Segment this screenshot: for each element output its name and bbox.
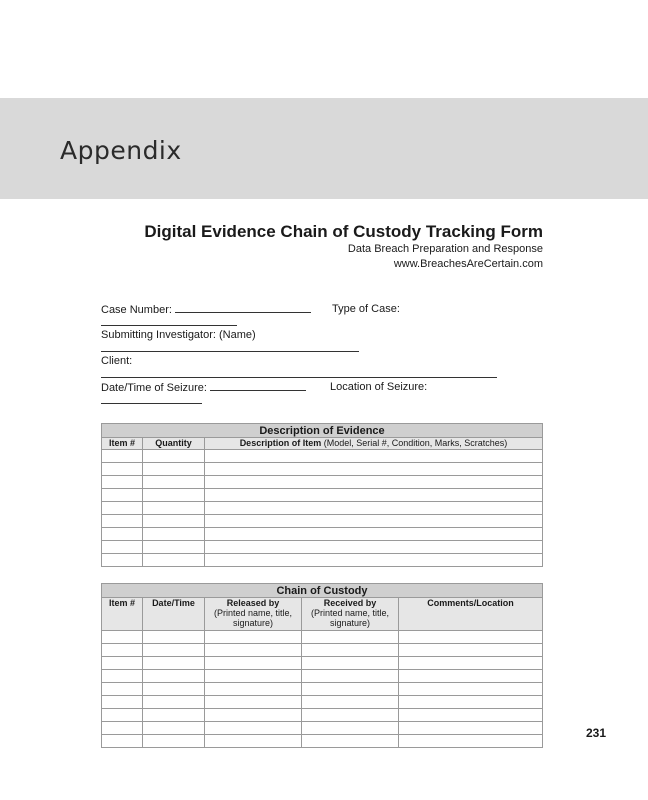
client-line[interactable] — [101, 377, 497, 378]
table-cell[interactable] — [143, 489, 205, 502]
table-row — [102, 709, 543, 722]
table-cell[interactable] — [399, 644, 543, 657]
table-cell[interactable] — [143, 515, 205, 528]
table-cell[interactable] — [205, 554, 543, 567]
table-cell[interactable] — [102, 683, 143, 696]
evidence-header-description-note: (Model, Serial #, Condition, Marks, Scratches) — [323, 438, 508, 448]
table-cell[interactable] — [143, 528, 205, 541]
table-cell[interactable] — [205, 644, 302, 657]
custody-header-released — [205, 598, 302, 631]
table-row — [102, 670, 543, 683]
table-row — [102, 502, 543, 515]
table-cell[interactable] — [205, 541, 543, 554]
table-cell[interactable] — [399, 683, 543, 696]
table-cell[interactable] — [143, 722, 205, 735]
table-cell[interactable] — [143, 450, 205, 463]
table-cell[interactable] — [102, 670, 143, 683]
table-cell[interactable] — [143, 463, 205, 476]
evidence-caption: Description of Evidence — [102, 424, 543, 438]
table-cell[interactable] — [302, 657, 399, 670]
table-cell[interactable] — [302, 644, 399, 657]
table-cell[interactable] — [205, 735, 302, 748]
table-row — [102, 735, 543, 748]
table-cell[interactable] — [399, 735, 543, 748]
table-cell[interactable] — [143, 476, 205, 489]
evidence-header-description — [205, 438, 543, 450]
table-cell[interactable] — [399, 722, 543, 735]
submitting-investigator-line[interactable] — [101, 351, 359, 352]
table-row — [102, 541, 543, 554]
table-row — [102, 722, 543, 735]
custody-table — [101, 583, 543, 748]
table-cell[interactable] — [143, 670, 205, 683]
custody-caption: Chain of Custody — [102, 584, 543, 598]
table-cell[interactable] — [205, 631, 302, 644]
page-number: 231 — [586, 726, 607, 740]
table-cell[interactable] — [102, 450, 143, 463]
type-of-case-label: Type of Case: — [332, 303, 400, 315]
table-row — [102, 696, 543, 709]
table-cell[interactable] — [143, 554, 205, 567]
date-time-field — [101, 381, 306, 394]
table-cell[interactable] — [302, 722, 399, 735]
table-cell[interactable] — [143, 735, 205, 748]
table-cell[interactable] — [102, 657, 143, 670]
appendix-banner — [0, 98, 648, 199]
table-cell[interactable] — [102, 631, 143, 644]
form-url: www.BreachesAreCertain.com — [393, 258, 543, 270]
custody-header-received — [302, 598, 399, 631]
table-row — [102, 515, 543, 528]
table-row — [102, 476, 543, 489]
table-cell[interactable] — [302, 696, 399, 709]
table-cell[interactable] — [205, 528, 543, 541]
table-cell[interactable] — [102, 528, 143, 541]
table-cell[interactable] — [205, 489, 543, 502]
table-cell[interactable] — [102, 515, 143, 528]
custody-header-comments: Comments/Location — [399, 598, 543, 631]
client-label: Client: — [101, 355, 133, 367]
table-cell[interactable] — [399, 709, 543, 722]
table-cell[interactable] — [205, 515, 543, 528]
table-row — [102, 683, 543, 696]
form-subtitle: Data Breach Preparation and Response — [347, 243, 543, 255]
table-cell[interactable] — [302, 631, 399, 644]
table-cell[interactable] — [302, 670, 399, 683]
custody-header-datetime: Date/Time — [143, 598, 205, 631]
table-cell[interactable] — [143, 644, 205, 657]
evidence-header-item: Item # — [102, 438, 143, 450]
table-cell[interactable] — [205, 696, 302, 709]
table-cell[interactable] — [102, 709, 143, 722]
table-cell[interactable] — [399, 670, 543, 683]
table-row — [102, 644, 543, 657]
table-cell[interactable] — [102, 554, 143, 567]
appendix-title: Appendix — [60, 136, 182, 165]
table-cell[interactable] — [102, 541, 143, 554]
table-cell[interactable] — [302, 735, 399, 748]
table-cell[interactable] — [102, 476, 143, 489]
table-row — [102, 450, 543, 463]
table-cell[interactable] — [102, 489, 143, 502]
custody-header-released-title: Released by — [226, 598, 280, 608]
table-cell[interactable] — [205, 683, 302, 696]
location-field — [330, 381, 427, 393]
table-cell[interactable] — [143, 541, 205, 554]
custody-header-received-title: Received by — [323, 598, 377, 608]
table-cell[interactable] — [205, 722, 302, 735]
location-line[interactable] — [101, 403, 202, 404]
table-cell[interactable] — [143, 683, 205, 696]
evidence-header-quantity: Quantity — [143, 438, 205, 450]
table-cell[interactable] — [302, 709, 399, 722]
location-label: Location of Seizure: — [330, 381, 428, 393]
table-cell[interactable] — [205, 450, 543, 463]
table-cell[interactable] — [143, 696, 205, 709]
form-title: Digital Evidence Chain of Custody Tracking Form — [144, 222, 543, 241]
custody-header-released-note: (Printed name, title, signature) — [213, 608, 293, 628]
type-of-case-field — [332, 303, 400, 315]
submitting-investigator-label: Submitting Investigator: (Name) — [101, 329, 256, 341]
table-cell[interactable] — [399, 657, 543, 670]
table-row — [102, 463, 543, 476]
date-time-line[interactable] — [210, 381, 306, 391]
table-cell[interactable] — [102, 502, 143, 515]
table-cell[interactable] — [205, 709, 302, 722]
table-cell[interactable] — [102, 722, 143, 735]
evidence-table — [101, 423, 543, 567]
case-number-label: Case Number: — [101, 304, 172, 316]
table-cell[interactable] — [143, 631, 205, 644]
submitting-investigator-field — [101, 329, 256, 341]
table-cell[interactable] — [205, 670, 302, 683]
date-time-label: Date/Time of Seizure: — [101, 382, 207, 394]
table-cell[interactable] — [205, 657, 302, 670]
table-cell[interactable] — [302, 683, 399, 696]
table-cell[interactable] — [143, 502, 205, 515]
table-cell[interactable] — [399, 696, 543, 709]
table-row — [102, 528, 543, 541]
table-cell[interactable] — [205, 502, 543, 515]
table-cell[interactable] — [205, 463, 543, 476]
table-cell[interactable] — [143, 657, 205, 670]
custody-header-item: Item # — [102, 598, 143, 631]
case-number-line[interactable] — [175, 303, 311, 313]
table-row — [102, 554, 543, 567]
table-cell[interactable] — [143, 709, 205, 722]
type-of-case-line[interactable] — [101, 325, 237, 326]
table-cell[interactable] — [102, 735, 143, 748]
table-row — [102, 489, 543, 502]
table-row — [102, 631, 543, 644]
evidence-header-description-bold: Description of Item — [239, 438, 322, 448]
client-field — [101, 355, 132, 367]
table-cell[interactable] — [102, 463, 143, 476]
case-number-field — [101, 303, 311, 316]
table-cell[interactable] — [102, 644, 143, 657]
custody-header-received-note: (Printed name, title, signature) — [310, 608, 390, 628]
table-cell[interactable] — [102, 696, 143, 709]
table-cell[interactable] — [399, 631, 543, 644]
table-cell[interactable] — [205, 476, 543, 489]
table-row — [102, 657, 543, 670]
